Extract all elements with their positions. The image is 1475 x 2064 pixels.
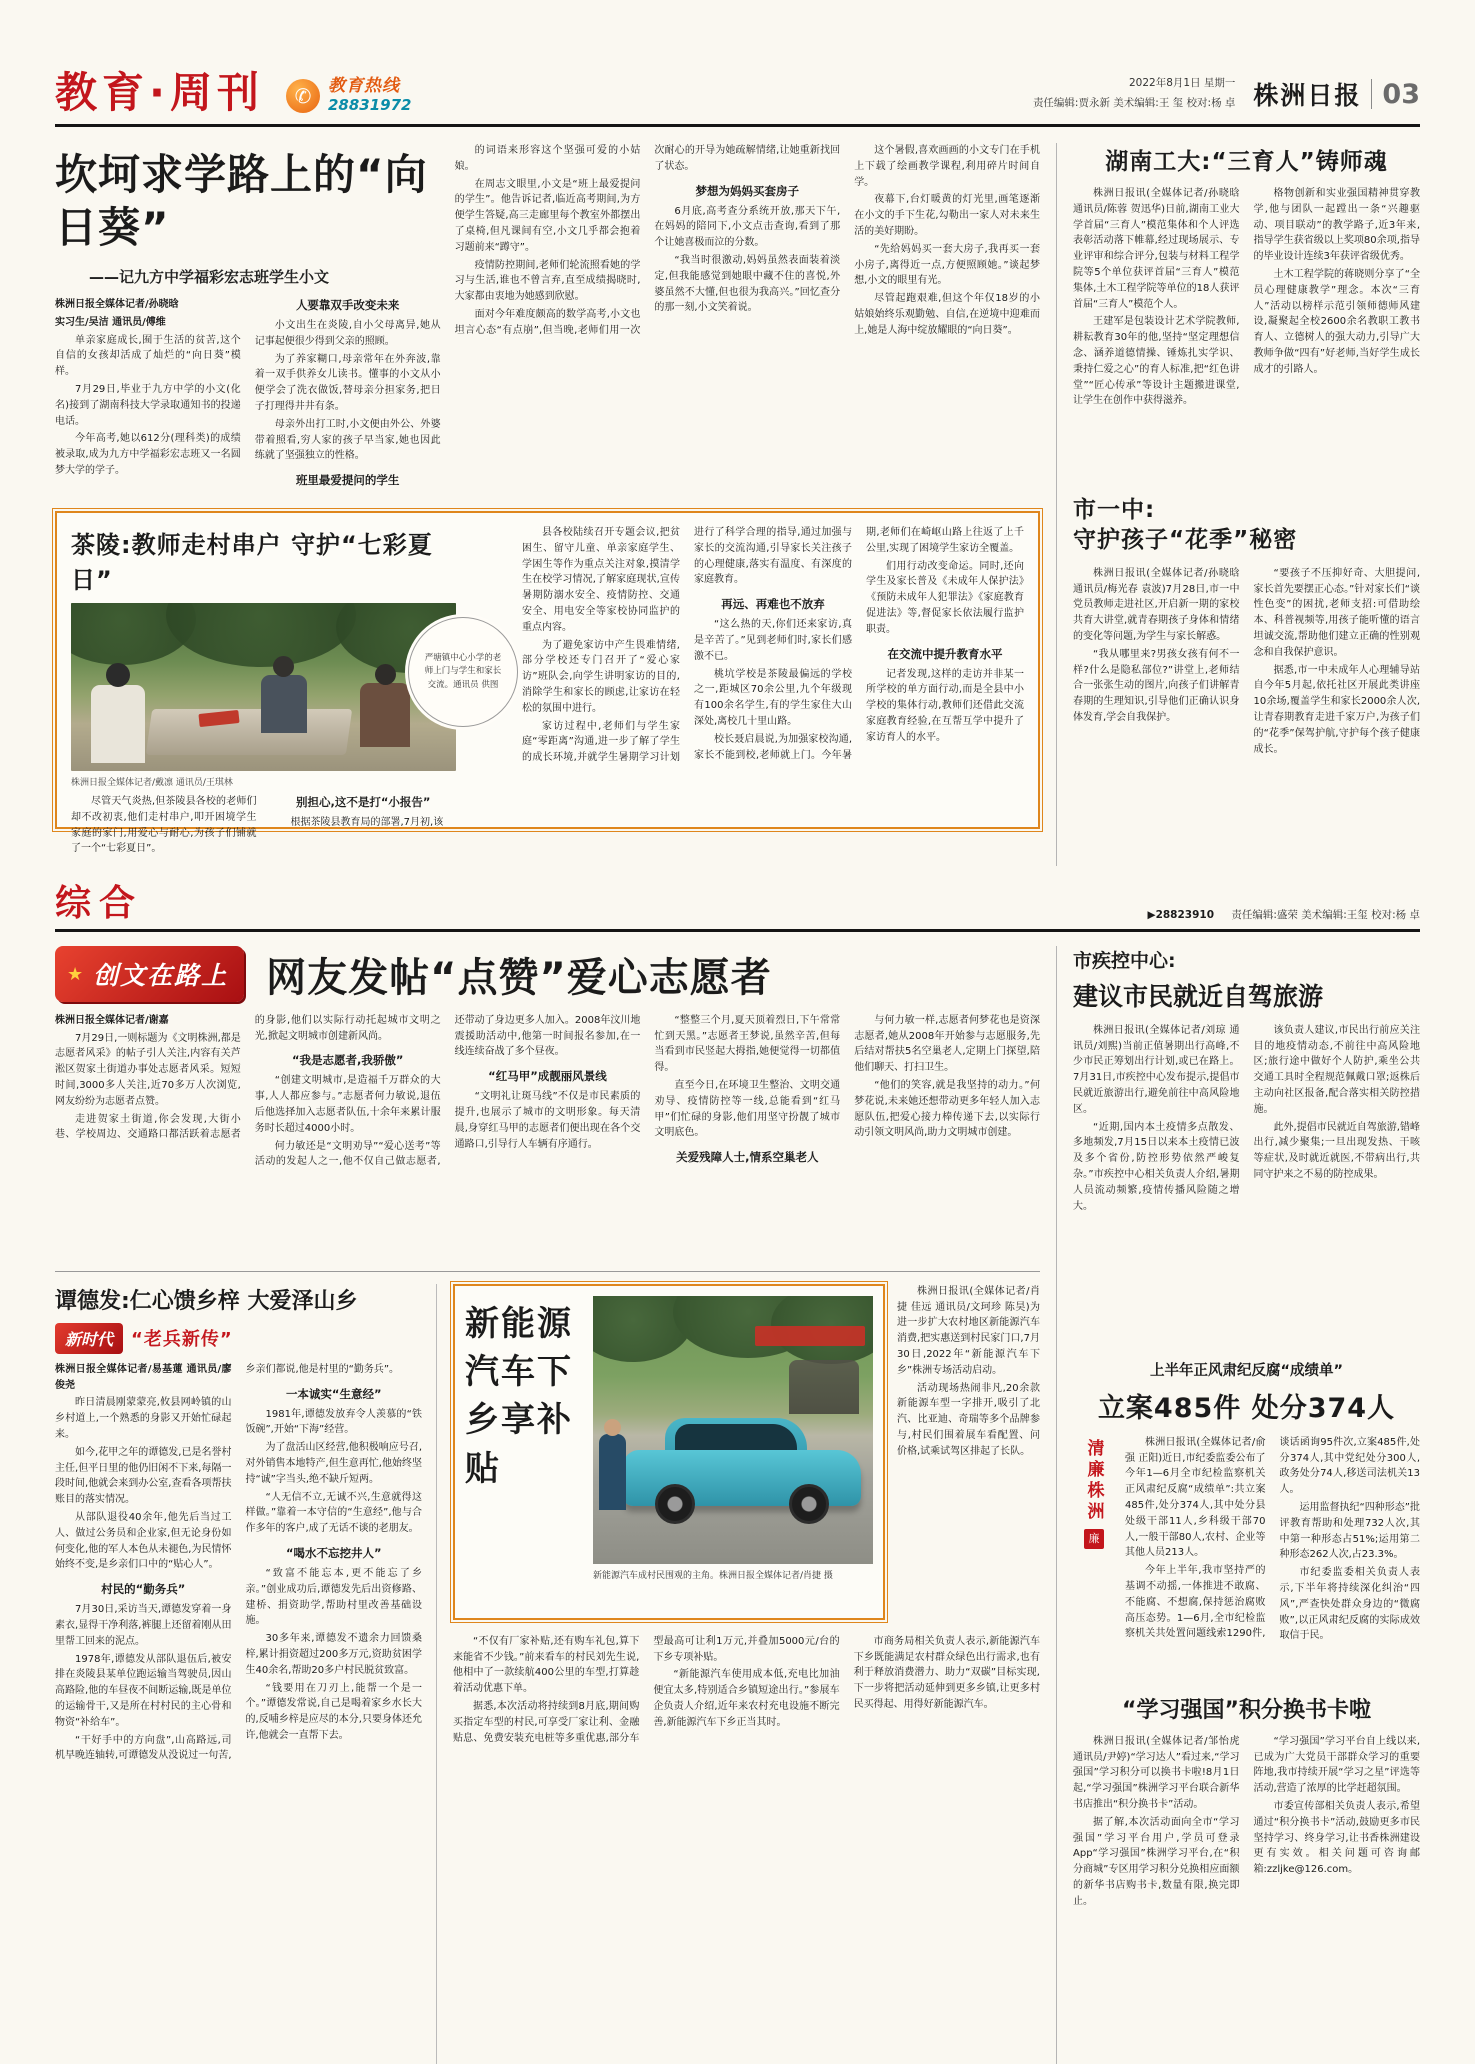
paragraph: 小文出生在炎陵,自小父母离异,她从记事起便很少得到父亲的照顾。 <box>254 320 441 347</box>
seal-stamp-icon: 廉 <box>1084 1529 1104 1549</box>
tandefa-title: 谭德发:仁心馈乡梓 大爱泽山乡 <box>55 1288 358 1314</box>
body-subhead: 一本诚实“生意经” <box>285 1386 382 1401</box>
paragraph: 据悉,市一中未成年人心理辅导站自今年5月起,依托社区开展此类讲座10余场,覆盖学生和家长2000余人次,让青春期教育走进千家万户,为孩子们的“花季”保驾护航,守护每个孩子健康成长。 <box>1253 664 1420 755</box>
nev-top-row <box>453 1284 1040 1620</box>
article-lead-sunflower <box>55 143 1040 495</box>
masthead-meta <box>1033 74 1235 114</box>
hunan-university-title: 湖南工大:“三育人”铸师魂 <box>1105 149 1388 175</box>
byline: 株洲日报全媒体记者/易基蓮 通讯员/廖俊尧 <box>55 1363 232 1391</box>
byline: 株洲日报全媒体记者/孙晓晗 <box>55 299 179 310</box>
person-shape <box>360 683 410 747</box>
paragraph: “近期,国内本土疫情多点散发、多地频发,7月15日以来本土疫情已波及多个省份,防控形势依然严峻复杂。”市疾控中心相关负责人介绍,暑期人员流动频繁,疫情传播风险随之增大。 <box>1073 1121 1240 1212</box>
body-subhead: 再远、再难也不放弃 <box>721 597 825 612</box>
no1-school-title-line2: 守护孩子“花季”秘密 <box>1073 526 1298 553</box>
paragraph: 与何力敏一样,志愿者何梦花也是资深志愿者,她从2008年开始参与志愿服务,先后结对帮扶5名空巢老人,定期上门探望,陪他们聊天、打扫卫生。 <box>854 1014 1040 1074</box>
paragraph: 根据茶陵县教育局的部署,7月初,该 <box>290 817 444 828</box>
body-subhead: 别担心,这不是打“小报告” <box>296 795 431 809</box>
car-window-shape <box>675 1424 797 1452</box>
hunan-university-body <box>1073 186 1420 478</box>
paragraph: 们用行动改变命运。同时,还向学生及家长普及《未成年人保护法》《预防未成年人犯罪法》《家庭教育促进法》等,督促家长依法履行监护职责。 <box>866 560 1024 635</box>
table-shape <box>146 709 352 755</box>
person-shape <box>261 675 307 733</box>
paragraph: “文明礼让斑马线”不仅是市民素质的提升,也展示了城市的文明形象。每天清晨,身穿红马甲的志愿者们便出现在各个交通路口,引导行人车辆有序通行。 <box>454 1091 641 1150</box>
paragraph: 株洲日报讯(全媒体记者/孙晓晗 通讯员/陈蓉 贺迅华)日前,湖南工业大学首届“三育人”模范集体和个人评选表彰活动落下帷幕,经过现场展示、专业评审和综合评分,包装与材料工程学院等5个单位获评首届“三育人”模范集体,土木工程学院等单位的18人获评首届“三育人”模范个人。 <box>1073 188 1240 310</box>
paragraph: 为了避免家访中产生畏难情绪,部分学校还专门召开了“爱心家访”班队会,向学生讲明家访的目的,消除学生和家长的顾虑,让家访在轻松的氛围中进行。 <box>522 639 680 714</box>
qinglian-seal <box>1073 1435 1115 1673</box>
person-head-shape <box>273 656 294 677</box>
paragraph: “人无信不立,无诚不兴,生意就得这样做。”靠着一本守信的“生意经”,他与合作多年的客户,成了无话不谈的老朋友。 <box>245 1491 422 1535</box>
paragraph: 家访过程中,老师们与学生家庭“零距离”沟通,进一步了解了学生的成长环境,并就学生暑期学习计划进行了科学合理的指导,通过加强与家长的交流沟通,引导家长关注孩子的心理健康,落实有温度、有深度的家庭教育。 <box>522 527 852 764</box>
article-no1-middle-school <box>1073 496 1420 866</box>
paragraph: 县各校陆续召开专题会议,把贫困生、留守儿童、单亲家庭学生、学困生等作为重点关注对象,摸清学生在校学习情况,了解家庭现状,宣传暑期防溺水安全、疫情防控、交通安全、用电安全等家校协同监护的重点内容。 <box>522 527 680 633</box>
paragraph: 土木工程学院的蒋晓则分享了“全员心理健康教学”理念。本次“三育人”活动以榜样示范引领师德师风建设,凝聚起全校2600余名教职工教书育人、立德树人的强大动力,引导广大教师争做“四有”好老师,当好学生成长成才的引路人。 <box>1253 268 1420 375</box>
nev-lead-column <box>897 1284 1040 1620</box>
zonghe-meta <box>1148 907 1421 922</box>
xuexi-title: “学习强国”积分换书卡啦 <box>1122 1697 1371 1723</box>
paragraph: “我从哪里来?男孩女孩有何不一样?什么是隐私部位?”讲堂上,老师结合一张张生动的图片,向孩子们讲解青春期的生理知识,引导他们正确认识身体发育,学会自我保护。 <box>1073 648 1240 723</box>
netizen-header <box>55 946 1040 1003</box>
body-subhead: 村民的“勤务兵” <box>101 1582 186 1597</box>
paragraph: 今年上半年,我市坚持严的基调不动摇,一体推进不敢腐、不能腐、不想腐,保持惩治腐败高压态势。1—6月,全市纪检监察机关共处置问题线索1290件,谈话函询95件次,立案485件,处分374人,其中党纪处分300人,政务处分74人,移送司法机关13人。 <box>1125 1436 1420 1640</box>
paragraph: 尽管起跑艰难,但这个年仅18岁的小姑娘始终乐观勤勉、自信,在逆境中迎难而上,她是人海中绽放耀眼的“向日葵”。 <box>854 293 1040 336</box>
body-subhead: 梦想为妈妈买套房子 <box>695 183 800 198</box>
zonghe-section <box>55 946 1420 2064</box>
chaling-left-column <box>71 525 502 855</box>
paragraph: “钱要用在刀刃上,能帮一个是一个。”谭德发常说,自己是喝着家乡水长大的,反哺乡梓是应尽的本分,只要身体还允许,他就会一直帮下去。 <box>245 1682 422 1741</box>
person-shape <box>599 1434 626 1510</box>
paragraph: 运用监督执纪“四种形态”批评教育帮助和处理732人次,其中第一种形态占51%;运用第二种形态262人次,占23.3%。 <box>1279 1501 1420 1561</box>
paragraph: “干好手中的方向盘”,山高路远,司机早晚连轴转,可谭德发从没说过一句苦,乡亲们都说,他是村里的“勤务兵”。 <box>55 1363 400 1762</box>
article-nev-subsidy <box>453 1284 1040 2064</box>
discipline-title: 立案485件 处分374人 <box>1097 1392 1396 1424</box>
masthead-left <box>55 68 412 117</box>
paragraph: 7月29日,一则标题为《文明株洲,都是志愿者风采》的帖子引人关注,内容有关芦淞区贺家土街道办事处志愿者风采。短短时间,3000多人关注,近70多万人次浏览,网友纷纷为志愿者点赞。 <box>55 1032 241 1107</box>
lead-headline-block <box>55 143 441 297</box>
discipline-body <box>1125 1435 1420 1673</box>
paragraph: 株洲日报讯(全媒体记者/刘琼 通讯员/刘熙)当前正值暑期出行高峰,不少市民正筹划出行计划,或已在路上。7月31日,市疾控中心发布提示,提倡市民就近旅游出行,避免前往中高风险地区。 <box>1073 1024 1240 1115</box>
article-xuexi-points <box>1073 1693 1420 2034</box>
paragraph: “学习强国”学习平台自上线以来,已成为广大党员干部群众学习的重要阵地,我市持续开展“学习之星”评选等活动,营造了浓厚的比学赶超氛围。 <box>1253 1735 1420 1795</box>
paragraph: 从部队退役40余年,他先后当过工人、做过公务员和企业家,但无论身份如何变化,他的军人本色从未褪色,为民情怀始终不变,是乡亲们口中的“贴心人”。 <box>55 1511 232 1571</box>
paragraph: “他们的笑容,就是我坚持的动力。”何梦花说,未来她还想带动更多年轻人加入志愿队伍,把爱心接力棒传递下去,以实际行动引领文明风尚,助力文明城市创建。 <box>854 1079 1040 1139</box>
phone-icon: ✆ <box>286 79 320 113</box>
no1-school-title-line1: 市一中: <box>1073 497 1156 523</box>
lead-body-left <box>55 297 441 495</box>
paper-name: 株洲日报 <box>1253 81 1362 111</box>
lead-headline: 坎坷求学路上的“向日葵” <box>55 150 428 252</box>
paragraph: 走进贺家土街道,你会发现,大街小巷、学校周边、交通路口都活跃着志愿者的身影,他们以实际行动托起城市文明之光,掀起文明城市创建新风尚。 <box>55 1014 441 1141</box>
chaling-body-right <box>472 525 1024 815</box>
paragraph: “这么热的天,你们还来家访,真是辛苦了。”见到老师们时,家长们感激不已。 <box>694 619 852 662</box>
zonghe-editors: 责任编辑:盛荣 美术编辑:王玺 校对:杨 卓 <box>1231 908 1420 921</box>
person-head-shape <box>604 1419 621 1436</box>
paragraph: 株洲日报讯(全媒体记者/肖捷 佳远 通讯员/文珂珍 陈昊)为进一步扩大农村地区新能源汽车消费,把实惠送到村民家门口,7月30日,2022年“新能源汽车下乡”株洲专场活动启动。 <box>897 1285 1040 1376</box>
no1-school-title <box>1073 496 1420 556</box>
new-era-badge: 新时代 <box>55 1323 123 1354</box>
body-subhead: 班里最爱提问的学生 <box>295 473 400 488</box>
body-subhead: “红马甲”成靓丽风景线 <box>488 1069 607 1084</box>
body-subhead: 在交流中提升教育水平 <box>887 646 1003 661</box>
nev-photo-wrap <box>593 1296 873 1608</box>
nev-photo-caption: 新能源汽车成村民围观的主角。株洲日报全媒体记者/肖捷 摄 <box>593 1570 833 1581</box>
paragraph: “我当时很激动,妈妈虽然表面装着淡定,但我能感觉到她眼中藏不住的喜悦,外婆虽然不大懂,但也很为我高兴。”回忆查分的那一刻,小文笑着说。 <box>654 254 841 314</box>
veteran-badge <box>55 1323 422 1354</box>
hotline-text <box>328 77 412 114</box>
paragraph: 市委宣传部相关负责人表示,希望通过“积分换书卡”活动,鼓励更多市民坚持学习、终身学习,让书香株洲建设更有实效。相关问题可咨询邮箱:zzljke@126.com。 <box>1253 1800 1420 1876</box>
xuexi-body <box>1073 1734 1420 2034</box>
paragraph: 单亲家庭成长,囿于生活的贫苦,这个自信的女孩却活成了灿烂的“向日葵”模样。 <box>55 334 241 378</box>
zonghe-banner <box>55 882 1420 932</box>
veteran-badge-text: “老兵新传” <box>131 1329 233 1351</box>
article-cdc-travel-advice <box>1073 946 1420 1339</box>
education-section <box>55 143 1420 866</box>
car-wheel-shape <box>789 1484 829 1524</box>
paragraph: “要孩子不压抑好奇、大胆提问,家长首先要摆正心态。”针对家长们“谈性色变”的困扰,老师支招:可借助绘本、科普视频等,用孩子能听懂的语言坦诚交流,帮助他们建立正确的性别观念和自我保护意识。 <box>1253 567 1420 658</box>
chaling-body-left <box>71 794 456 886</box>
hotline-number: 28831972 <box>327 95 412 114</box>
paragraph: 市商务局相关负责人表示,新能源汽车下乡既能满足农村群众绿色出行需求,也有利于释放消费潜力、助力“双碳”目标实现,下一步将把活动延伸到更多乡镇,让更多村民买得起、用得好新能源汽车。 <box>853 1635 1040 1710</box>
paragraph: 何力敏还是“文明劝导”“爱心送考”等活动的发起人之一,他不仅自己做志愿者,还带动了身边更多人加入。2008年汶川地震援助活动中,他第一时间报名参加,在一线连续奋战了多个昼夜。 <box>254 1014 641 1168</box>
paragraph: 1981年,谭德发放弃令人羡慕的“铁饭碗”,开始“下海”经营。 <box>245 1408 422 1436</box>
chaling-photo <box>71 603 456 771</box>
netizen-body <box>55 1013 1040 1259</box>
body-subhead: “我是志愿者,我骄傲” <box>291 1053 404 1068</box>
editors-line: 责任编辑:贾永新 美术编辑:王 玺 校对:杨 卓 <box>1032 97 1236 110</box>
education-main-column <box>55 143 1040 866</box>
education-sidebar <box>1056 143 1420 866</box>
nev-title: 新能源汽车下乡享补贴 <box>465 1303 573 1489</box>
photo-caption-circle: 严塘镇中心小学的老师上门与学生和家长交流。通讯员 供图 <box>408 617 518 727</box>
paragraph: 格物创新和实业强国精神贯穿教学,他与团队一起蹚出一条“兴趣驱动、项目联动”的教学路子,近3年来,指导学生获省级以上奖项80余项,指导的毕业设计连续3年获评省级优秀。 <box>1253 188 1420 263</box>
paragraph: 如今,花甲之年的谭德发,已是名誉村主任,但平日里的他仍旧闲不下来,每隔一段时间,他就会来到办公室,查看各项帮扶账目的落实情况。 <box>55 1446 232 1506</box>
nev-photo-box <box>453 1284 885 1620</box>
crowd-shape <box>789 1360 859 1414</box>
paragraph: 6月底,高考查分系统开放,那天下午,在妈妈的陪同下,小文点击查询,看到了那个让她喜极而泣的分数。 <box>654 205 841 249</box>
page-number: 03 <box>1382 78 1420 110</box>
paper-badge <box>1253 76 1420 112</box>
paragraph: “先给妈妈买一套大房子,我再买一套小房子,离得近一点,方便照顾她。”谈起梦想,小文的眼里有光。 <box>854 243 1040 287</box>
paragraph: 据了解,本次活动面向全市“学习强国”学习平台用户,学员可登录App“学习强国”株洲学习平台,在“积分商城”专区用学习积分兑换相应面额的新华书店购书卡,数量有限,换完即止。 <box>1073 1816 1240 1907</box>
paragraph: 株洲日报讯(全媒体记者/邹怡虎 通讯员/尹婷)“学习达人”看过来,“学习强国”学习积分可以换书卡啦!8月1日起,“学习强国”株洲学习平台联合新华书店推出“积分换书卡”活动。 <box>1073 1735 1240 1810</box>
car-wheel-shape <box>655 1484 695 1524</box>
nev-body <box>453 1634 1040 2064</box>
cdc-title-line2: 建议市民就近自驾旅游 <box>1073 981 1324 1011</box>
cdc-title-line1: 市疾控中心: <box>1073 949 1176 972</box>
article-chaling-home-visits <box>55 511 1040 855</box>
section-title-zonghe: 综合 <box>55 882 144 924</box>
seal-text: 清廉株洲 <box>1083 1438 1104 1523</box>
person-head-shape <box>106 663 130 687</box>
paragraph: 直至今日,在环境卫生整治、文明交通劝导、疫情防控等一线,总能看到“红马甲”们忙碌的身影,他们用坚守扮靓了城市文明底色。 <box>654 1079 841 1139</box>
paragraph: 株洲日报讯(全媒体记者/孙晓晗 通讯员/梅光春 袁波)7月28日,市一中党员教师走进社区,开启新一期的家校共育大讲堂,就青春期孩子身体和情绪的变化等问题,为学生与家长解惑。 <box>1073 567 1240 642</box>
chaling-title: 茶陵:教师走村串户 守护“七彩夏日” <box>71 531 433 594</box>
paragraph: “不仅有厂家补贴,还有购车礼包,算下来能省不少钱。”前来看车的村民刘先生说,他相中了一款续航400公里的车型,打算趁着活动优惠下单。 <box>453 1635 640 1695</box>
chuangwen-logo <box>55 946 244 1002</box>
banner-shape <box>755 1326 865 1346</box>
paragraph: 该负责人建议,市民出行前应关注目的地疫情动态,不前往中高风险地区;旅行途中做好个人防护,乘坐公共交通工具时全程规范佩戴口罩;返株后主动向社区报备,配合落实相关防控措施。 <box>1253 1024 1420 1115</box>
netizen-headline: 网友发帖“点赞”爱心志愿者 <box>266 954 772 1001</box>
paragraph: 7月30日,采访当天,谭德发穿着一身素衣,显得干净利落,裤腿上还留着刚从田里帮工回来的泥点。 <box>55 1604 232 1647</box>
paragraph: 在周志文眼里,小文是“班上最爱提问的学生”。他告诉记者,临近高考期间,为方便学生答疑,高三走廊里每个教室外都摆出了桌椅,但凡课间有空,小文几乎都会抱着习题前来“蹲守”。 <box>454 178 641 253</box>
paragraph: 夜幕下,台灯暖黄的灯光里,画笔逐渐在小文的手下生花,勾勒出一家人对未来生活的美好期盼。 <box>854 194 1040 237</box>
foliage-shape <box>166 603 356 667</box>
paragraph: 30多年来,谭德发不遗余力回馈桑梓,累计捐资超过200多万元,资助贫困学生40余名,帮助20多户村民脱贫致富。 <box>245 1633 422 1676</box>
discipline-content <box>1073 1435 1420 1673</box>
paragraph: 疫情防控期间,老师们轮流照看她的学习与生活,谁也不曾言弃,直至成绩揭晓时,大家都由衷地为她感到欣慰。 <box>454 259 641 303</box>
body-subhead: 关爱残障人士,情系空巢老人 <box>676 1150 819 1165</box>
paragraph: 为了盘活山区经营,他积极响应号召,对外销售本地特产,但生意再忙,他始终坚持“诚”字当头,绝不缺斤短两。 <box>245 1442 422 1485</box>
paragraph: 校长聂启晨说,为加强家校沟通,家长不能到校,老师就上门。今年暑期,老师们在崎岖山路上往返了上千公里,实现了困境学生家访全覆盖。 <box>694 527 1024 761</box>
article-hunan-university <box>1073 143 1420 478</box>
body-subhead: 人要靠双手改变未来 <box>295 298 400 312</box>
paragraph: “整整三个月,夏天顶着烈日,下午常常忙到天黑。”志愿者王梦说,虽然辛苦,但每当看到市民竖起大拇指,她便觉得一切都值得。 <box>654 1014 841 1074</box>
tandefa-body <box>55 1362 422 2062</box>
body-subhead: “喝水不忘挖井人” <box>285 1545 382 1560</box>
paragraph: 母亲外出打工时,小文便由外公、外婆带着照看,穷人家的孩子早当家,她也因此练就了坚强独立的性格。 <box>254 418 441 462</box>
person-head-shape <box>375 664 396 685</box>
paragraph: 株洲日报讯(全媒体记者/俞强 正阳)近日,市纪委监委公布了今年1—6月全市纪检监察机关正风肃纪反腐“成绩单”:共立案485件,处分374人,其中处分县处级干部11人,乡科级干部70人,一般干部80人,农村、企业等其他人员213人。 <box>1125 1436 1266 1559</box>
paragraph: 为了养家糊口,母亲常年在外奔波,靠着一双手供养女儿读书。懂事的小文从小便学会了洗衣做饭,替母亲分担家务,把日子打理得井井有条。 <box>254 353 441 412</box>
paragraph: 桃坑学校是茶陵最偏远的学校之一,距城区70余公里,九个年级现有100余名学生,有的学生家住大山深处,离校几十里山路。 <box>694 668 852 727</box>
masthead <box>55 68 1420 127</box>
paragraph: 面对今年难度颇高的数学高考,小文也坦言心态“有点崩”,但当晚,老师们用一次次耐心的开导为她疏解情绪,让她重新找回了状态。 <box>454 145 841 336</box>
article-discipline-report <box>1073 1359 1420 1673</box>
lead-subhead: ——记九方中学福彩宏志班学生小文 <box>89 268 330 286</box>
article-tandefa-veteran <box>55 1284 437 2064</box>
cdc-body <box>1073 1023 1420 1339</box>
hotline-label: 教育热线 <box>327 76 400 97</box>
chuangwen-logo-text: 创文在路上 <box>93 961 229 991</box>
divider <box>1371 79 1372 109</box>
paragraph: 据悉,本次活动将持续到8月底,期间购买指定车型的村民,可享受厂家让利、金融贴息、免费安装充电桩等多重优惠,部分车型最高可让利1万元,并叠加5000元/台的下乡专项补贴。 <box>453 1635 840 1744</box>
paragraph: 活动现场热闹非凡,20余款新能源车型一字排开,吸引了北汽、比亚迪、奇瑞等多个品牌参与,村民们围着展车看配置、问价格,试乘试驾区排起了长队。 <box>897 1382 1040 1457</box>
lead-body-right <box>455 143 1040 495</box>
paragraph: 尽管天气炎热,但茶陵县各校的老师们却不改初衷,他们走村串户,叩开困境学生家庭的家门,用爱心与耐心,为孩子们铺就了一个“七彩夏日”。 <box>71 796 257 855</box>
paragraph: 昨日清晨刚蒙蒙亮,攸县网岭镇的山乡村道上,一个熟悉的身影又开始忙碌起来。 <box>55 1397 232 1440</box>
paragraph: 记者发现,这样的走访并非某一所学校的单方面行动,而是全县中小学校的集体行动,教师们还借此交流家庭教育经验,在互帮互学中提升了家访育人的水平。 <box>866 668 1024 743</box>
paragraph: 王建军是包装设计艺术学院教师,耕耘教育30年的他,坚持“坚定理想信念、涵养道德情操、锤炼扎实学识、秉持仁爱之心”的育人标准,把“红色讲堂”“匠心传承”等设计主题搬进课堂,让学生在创作中获得滋养。 <box>1073 316 1240 407</box>
zonghe-sidebar <box>1056 946 1420 2064</box>
paragraph: 今年高考,她以612分(理科类)的成绩被录取,成为九方中学福彩宏志班又一名圆梦大学的学子。 <box>55 433 241 476</box>
paragraph: 1978年,谭德发从部队退伍后,被安排在炎陵县某单位跑运输当驾驶员,因山高路险,他的车昼夜不间断运输,既是单位的运输骨干,又是所在村村民的主心骨和物资“补给车”。 <box>55 1653 232 1728</box>
byline: 株洲日报全媒体记者/谢嘉 <box>55 1014 169 1026</box>
star-icon: ★ <box>67 963 86 985</box>
paragraph: 市纪委监委相关负责人表示,下半年将持续深化纠治“四风”,严查快处群众身边的“微腐败”,以正风肃纪反腐的实际成效取信于民。 <box>1279 1567 1420 1642</box>
section-title-education: 教育·周刊 <box>55 68 264 117</box>
paragraph: “创建文明城市,是造福千万群众的大事,人人都应参与。”志愿者何力敏说,退伍后他选择加入志愿者队伍,十余年来累计服务时长超过4000小时。 <box>254 1075 441 1134</box>
paragraph: 这个暑假,喜欢画画的小文专门在手机上下载了绘画教学课程,利用碎片时间自学。 <box>854 145 1040 188</box>
person-shape <box>91 685 145 763</box>
paragraph: 此外,提倡市民就近自驾旅游,错峰出行,减少聚集;一旦出现发热、干咳等症状,及时就近就医,不带病出行,共同守护来之不易的防控成果。 <box>1253 1121 1420 1180</box>
byline: 实习生/吴洁 通讯员/傅维 <box>55 316 166 328</box>
paragraph: 7月29日,毕业于九方中学的小文(化名)接到了湖南科技大学录取通知书的投递电话。 <box>55 383 241 427</box>
nev-car-photo <box>593 1296 873 1564</box>
paragraph: “新能源汽车使用成本低,充电比加油便宜太多,特别适合乡镇短途出行。”参展车企负责人介绍,近年来农村充电设施不断完善,新能源汽车下乡正当其时。 <box>653 1669 840 1728</box>
paragraph: “致富不能忘本,更不能忘了乡亲。”创业成功后,谭德发先后出资修路、建桥、捐资助学,帮助村里改善基础设施。 <box>245 1567 422 1627</box>
masthead-right <box>1033 74 1420 114</box>
paragraph: 的词语来形容这个坚强可爱的小姑娘。 <box>454 145 641 172</box>
education-hotline <box>286 77 412 114</box>
zonghe-bottom-row <box>55 1271 1040 2064</box>
zonghe-main-column <box>55 946 1040 2064</box>
discipline-kicker: 上半年正风肃纪反腐“成绩单” <box>1149 1362 1344 1379</box>
issue-date: 2022年8月1日 星期一 <box>1128 77 1236 90</box>
photo-credit: 株洲日报全媒体记者/戴凛 通讯员/王琪林 <box>71 778 233 788</box>
zonghe-phone: ▶28823910 <box>1147 908 1215 921</box>
article-netizen-volunteers <box>55 946 1040 1259</box>
no1-school-body <box>1073 566 1420 866</box>
